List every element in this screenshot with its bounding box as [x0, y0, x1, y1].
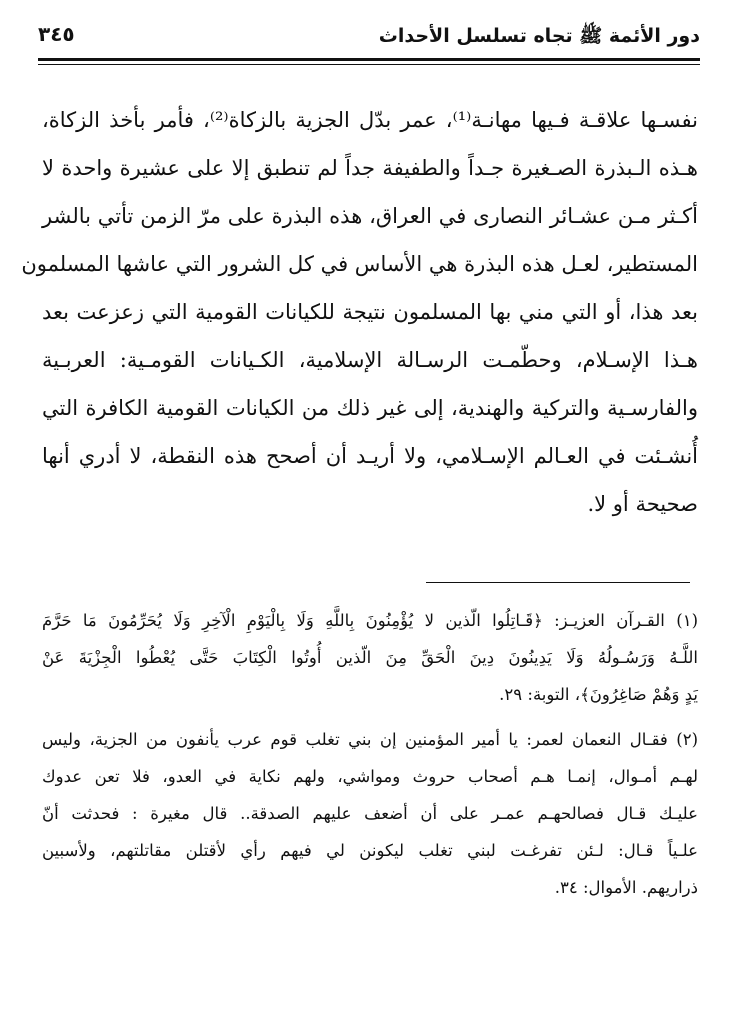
- footnote-2: [42, 721, 698, 906]
- footnote-line: يَدٍ وَهُمْ صَاغِرُونَ﴾، التوبة: ٢٩.: [499, 685, 698, 704]
- page-header: [38, 18, 700, 56]
- footnote-1: [42, 602, 698, 713]
- footnotes: [42, 602, 698, 906]
- body-line: نفسـها علاقـة فـيها مهانـة⁽¹⁾، عمر بدّل الجزية بالزكاة⁽²⁾، فأمر بأخذ الزكاة،: [42, 108, 698, 132]
- body-line: أُنشـئت في العـالم الإسـلامي، ولا أريـد أن أصحح هذه النقطة، لا أدري أنها: [42, 444, 698, 468]
- body-text: [21, 96, 698, 528]
- footnote-line: لهـم أمـوال، إنمـا هـم أصحاب حروث ومواشي، ولهم نكاية في العدو، فلا تعن عدوك: [42, 767, 698, 786]
- body-line: بعد هذا، أو التي مني بها المسلمون نتيجة للكيانات القومية التي زعزعت بعد: [42, 300, 698, 324]
- footnote-gap: [42, 713, 698, 721]
- footnote-line: عليـك قـال فصالحهـم عمـر على أن أضعف عليهم الصدقة.. قال مغيرة : فحدثت أنّ: [42, 804, 698, 823]
- footnote-line: ذراريهم. الأموال: ٣٤.: [554, 878, 698, 897]
- body-line: المستطير، لعـل هذه البذرة هي الأساس في كل الشرور التي عاشها المسلمون: [21, 252, 698, 276]
- body-line: والفارسـية والتركية والهندية، إلى غير ذلك من الكيانات القومية الكافرة التي: [42, 396, 698, 420]
- header-rule-thick: [38, 58, 700, 61]
- body-line: أكـثر مـن عشـائر النصارى في العراق، هذه البذرة على مرّ الزمن تأتي بالشر: [42, 204, 698, 228]
- footnote-line: (٢) فقـال النعمان لعمر: يا أمير المؤمنين إن بني تغلب قوم عرب يأنفون من الجزية، وليس: [42, 730, 698, 749]
- page-number: ٣٤٥: [38, 22, 75, 46]
- body-line: هـذه الـبذرة الصـغيرة جـداً والطفيفة جداً لم تنطبق إلا على عشيرة واحدة لا: [42, 156, 698, 180]
- footnote-line: علـياً قـال: لـئن تفرغـت لبني تغلب ليكونن لي فيهم رأي لأقتلن مقاتلتهم، ولأسبين: [42, 841, 698, 860]
- footnote-line: (١) القـرآن العزيـز: ﴿قَـاتِلُوا الّذين لا يُؤْمِنُونَ بِاللَّهِ وَلَا بِالْيَوْمِ الْآخِرِ وَلَا يُحَرِّمُونَ مَا حَرَّمَ: [42, 611, 698, 630]
- header-rule-thin: [38, 64, 700, 65]
- body-line: صحيحة أو لا.: [587, 492, 698, 516]
- footnote-line: اللَّـهُ وَرَسُـولُهُ وَلَا يَدِينُونَ دِينَ الْحَقِّ مِنَ الّذين أُوتُوا الْكِتَابَ حَتَّى يُعْطُوا الْجِزْيَةَ عَنْ: [42, 648, 698, 667]
- body-line: هـذا الإسـلام، وحطّمـت الرسـالة الإسلامية، الكـيانات القومـية: العربـية: [42, 348, 698, 372]
- running-head: دور الأئمة ﷺ تجاه تسلسل الأحداث: [378, 25, 700, 47]
- footnote-separator: [426, 582, 690, 583]
